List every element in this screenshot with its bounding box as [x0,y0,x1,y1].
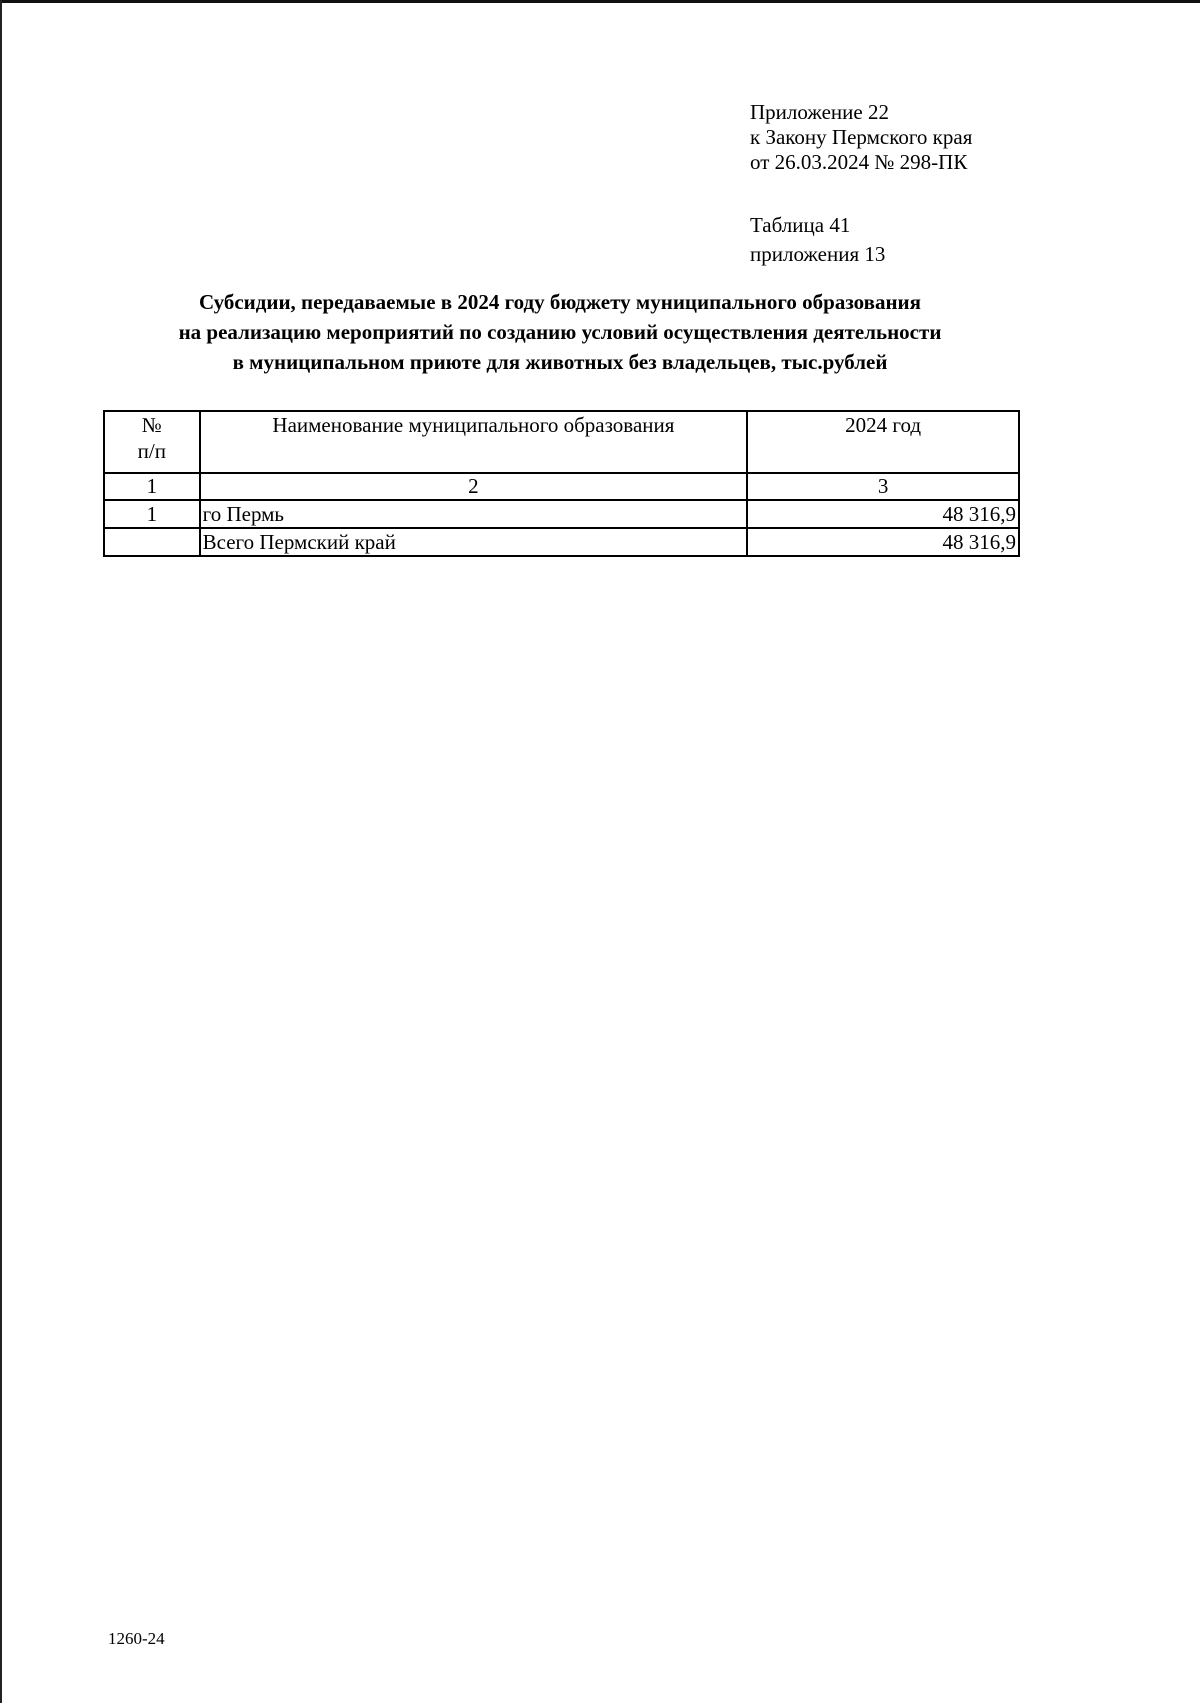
law-reference: к Закону Пермского края [750,125,973,149]
table-total-row [104,528,1019,556]
header-number-abbr: п/п [137,439,166,463]
title-line-3: в муниципальном приюте для животных без владельцев, тыс.рублей [232,350,888,374]
document-code: 1260-24 [108,1629,165,1648]
row-number: 1 [104,500,200,528]
header-number-symbol: № [141,413,162,437]
header-number [104,411,200,473]
document-title [100,287,1020,377]
title-line-1: Субсидии, передаваемые в 2024 году бюджету муниципального образования [198,290,922,314]
table-header-row [104,411,1019,473]
total-label: Всего Пермский край [200,528,748,556]
table-reference [750,211,885,269]
total-amount: 48 316,9 [747,528,1019,556]
scan-border-top [0,0,1200,3]
table-row [104,500,1019,528]
appendix-number: Приложение 22 [750,100,889,124]
header-municipality-name: Наименование муниципального образования [200,411,748,473]
title-line-2: на реализацию мероприятий по созданию условий осуществления деятельности [178,320,942,344]
column-index-cell: 2 [200,473,748,500]
table-number: Таблица 41 [750,213,851,237]
subsidy-amount: 48 316,9 [747,500,1019,528]
law-date-number: от 26.03.2024 № 298-ПК [750,150,968,174]
subsidy-table [103,410,1020,557]
header-year: 2024 год [747,411,1019,473]
column-index-row [104,473,1019,500]
column-index-cell: 3 [747,473,1019,500]
row-number [104,528,200,556]
column-index-cell: 1 [104,473,200,500]
municipality-name: го Пермь [200,500,748,528]
appendix-header [750,100,972,175]
table-appendix: приложения 13 [750,242,886,266]
scan-border-left [0,0,2,1703]
